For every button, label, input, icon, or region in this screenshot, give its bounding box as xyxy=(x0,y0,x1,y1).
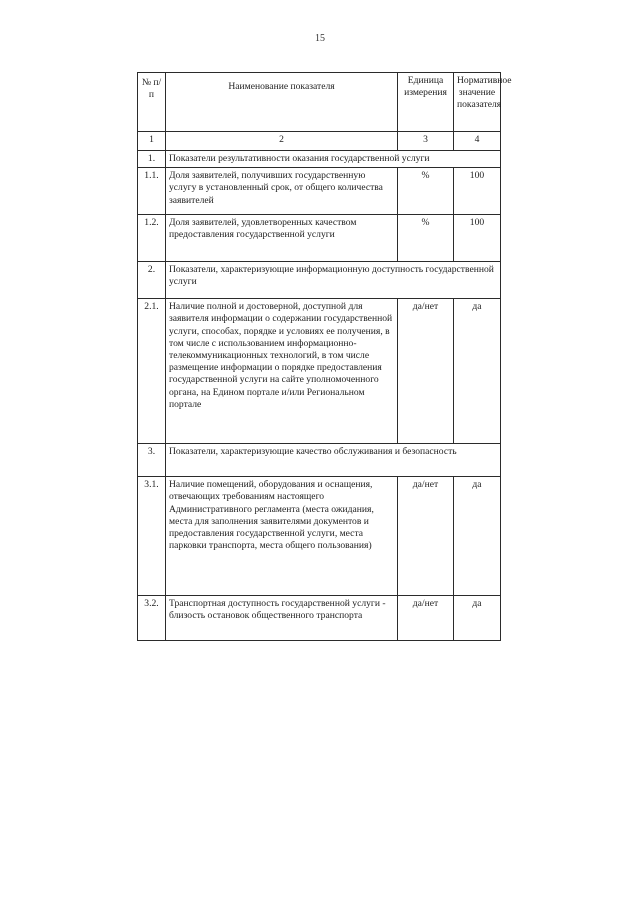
indicator-norm: да xyxy=(454,299,501,444)
indicator-unit: % xyxy=(398,215,454,262)
header-unit: Единица измерения xyxy=(398,73,454,132)
indicator-name: Доля заявителей, получивших государственную услугу в установленный срок, от общего количества заявителей xyxy=(166,168,398,215)
indicator-unit: да/нет xyxy=(398,596,454,641)
section-title: Показатели, характеризующие качество обслуживания и безопасность xyxy=(166,444,501,477)
section-row xyxy=(138,444,501,477)
column-index: 2 xyxy=(166,132,398,151)
header-num: № п/п xyxy=(138,73,166,132)
row-number: 3. xyxy=(138,444,166,477)
header-name: Наименование показателя xyxy=(166,73,398,132)
table-row xyxy=(138,168,501,215)
column-index: 3 xyxy=(398,132,454,151)
row-number: 2.1. xyxy=(138,299,166,444)
indicator-norm: 100 xyxy=(454,215,501,262)
indicator-norm: да xyxy=(454,477,501,596)
column-index: 4 xyxy=(454,132,501,151)
indicator-name: Транспортная доступность государственной услуги - близость остановок общественного транспорта xyxy=(166,596,398,641)
indicator-name: Доля заявителей, удовлетворенных качеством предоставления государственной услуги xyxy=(166,215,398,262)
indicator-unit: да/нет xyxy=(398,477,454,596)
table-row xyxy=(138,477,501,596)
section-title: Показатели, характеризующие информационную доступность государственной услуги xyxy=(166,262,501,299)
row-number: 1.1. xyxy=(138,168,166,215)
indicator-name: Наличие помещений, оборудования и оснащения, отвечающих требованиям настоящего Административного регламента (места ожидания, места для заполнения заявителями документов и предоставления государственной услуги, места парковки транспорта, места общего пользования) xyxy=(166,477,398,596)
table-row xyxy=(138,215,501,262)
column-index: 1 xyxy=(138,132,166,151)
indicator-norm: 100 xyxy=(454,168,501,215)
column-index-row xyxy=(138,132,501,151)
row-number: 2. xyxy=(138,262,166,299)
indicator-unit: да/нет xyxy=(398,299,454,444)
table-row xyxy=(138,596,501,641)
indicator-unit: % xyxy=(398,168,454,215)
section-row xyxy=(138,262,501,299)
page-number: 15 xyxy=(315,33,325,44)
header-norm: Нормативное значение показателя xyxy=(454,73,501,132)
row-number: 1.2. xyxy=(138,215,166,262)
row-number: 3.2. xyxy=(138,596,166,641)
row-number: 1. xyxy=(138,151,166,168)
indicator-norm: да xyxy=(454,596,501,641)
indicator-name: Наличие полной и достоверной, доступной для заявителя информации о содержании государственной услуги, способах, порядке и условиях ее получения, в том числе с использованием информационно-телекоммуникационных технологий, в том числе размещение информации о порядке предоставления государственной услуги на сайте уполномоченного органа, на Едином портале и/или Региональном портале xyxy=(166,299,398,444)
indicators-table xyxy=(137,72,512,641)
table-row xyxy=(138,299,501,444)
section-row xyxy=(138,151,501,168)
row-number: 3.1. xyxy=(138,477,166,596)
header-row xyxy=(138,73,501,132)
section-title: Показатели результативности оказания государственной услуги xyxy=(166,151,501,168)
